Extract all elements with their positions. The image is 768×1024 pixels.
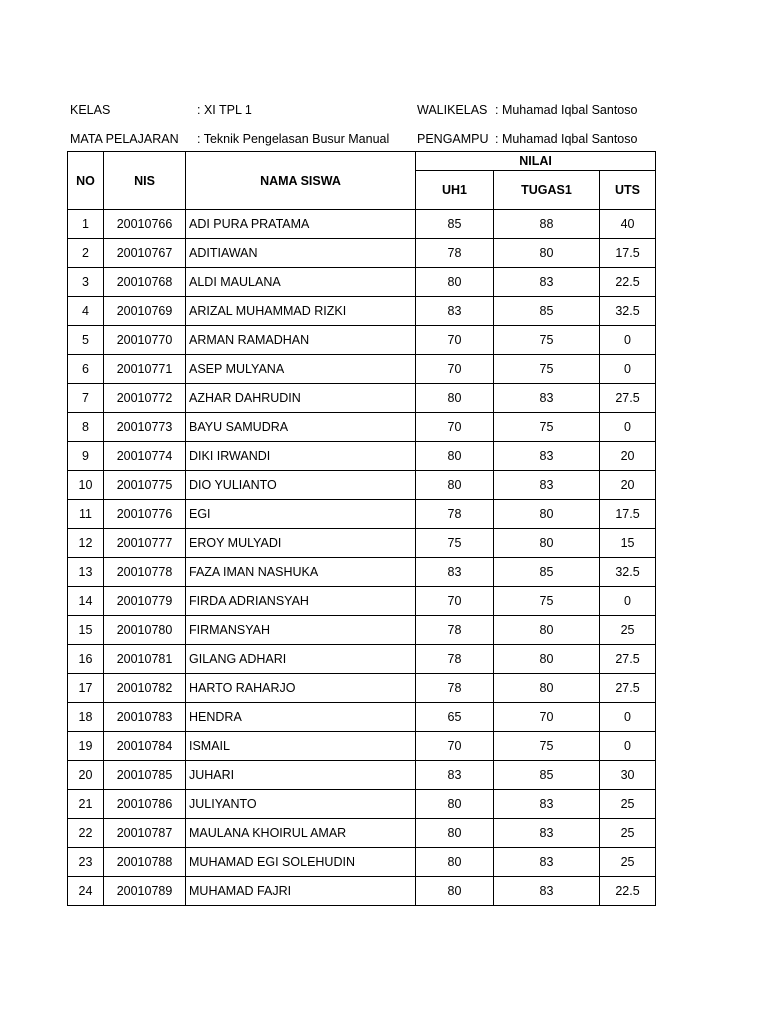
table-row	[68, 761, 656, 790]
walikelas-label: WALIKELAS	[417, 103, 488, 117]
cell-tugas1: 75	[494, 587, 600, 616]
cell-uh1: 80	[416, 848, 494, 877]
table-header	[68, 152, 656, 210]
cell-nis: 20010784	[104, 732, 186, 761]
cell-no: 10	[68, 471, 104, 500]
cell-tugas1: 80	[494, 645, 600, 674]
cell-tugas1: 83	[494, 384, 600, 413]
cell-nama: ADITIAWAN	[186, 239, 416, 268]
cell-uh1: 80	[416, 471, 494, 500]
cell-nama: FAZA IMAN NASHUKA	[186, 558, 416, 587]
cell-tugas1: 83	[494, 877, 600, 906]
cell-uh1: 70	[416, 587, 494, 616]
cell-uts: 25	[600, 819, 656, 848]
table-row	[68, 384, 656, 413]
table-row	[68, 326, 656, 355]
cell-nama: FIRDA ADRIANSYAH	[186, 587, 416, 616]
table-row	[68, 297, 656, 326]
cell-uh1: 85	[416, 210, 494, 239]
table-body	[68, 210, 656, 906]
cell-tugas1: 83	[494, 819, 600, 848]
mapel-value: : Teknik Pengelasan Busur Manual	[197, 132, 390, 146]
cell-uts: 0	[600, 732, 656, 761]
cell-tugas1: 83	[494, 848, 600, 877]
cell-uh1: 65	[416, 703, 494, 732]
cell-tugas1: 83	[494, 442, 600, 471]
cell-tugas1: 83	[494, 268, 600, 297]
cell-tugas1: 75	[494, 326, 600, 355]
cell-tugas1: 80	[494, 674, 600, 703]
cell-tugas1: 80	[494, 239, 600, 268]
cell-no: 3	[68, 268, 104, 297]
cell-nama: ARIZAL MUHAMMAD RIZKI	[186, 297, 416, 326]
cell-nama: DIO YULIANTO	[186, 471, 416, 500]
table-row	[68, 877, 656, 906]
cell-nama: MAULANA KHOIRUL AMAR	[186, 819, 416, 848]
cell-no: 20	[68, 761, 104, 790]
cell-nis: 20010780	[104, 616, 186, 645]
cell-no: 15	[68, 616, 104, 645]
walikelas-value: : Muhamad Iqbal Santoso	[495, 103, 638, 117]
cell-nis: 20010770	[104, 326, 186, 355]
cell-nama: ADI PURA PRATAMA	[186, 210, 416, 239]
cell-uh1: 83	[416, 297, 494, 326]
cell-uh1: 70	[416, 355, 494, 384]
table-row	[68, 239, 656, 268]
table-row	[68, 848, 656, 877]
cell-uh1: 80	[416, 877, 494, 906]
cell-uts: 22.5	[600, 268, 656, 297]
grades-table	[67, 151, 656, 906]
cell-nama: ARMAN RAMADHAN	[186, 326, 416, 355]
cell-uh1: 83	[416, 761, 494, 790]
cell-no: 24	[68, 877, 104, 906]
cell-uts: 27.5	[600, 645, 656, 674]
cell-no: 13	[68, 558, 104, 587]
cell-tugas1: 75	[494, 413, 600, 442]
kelas-value: : XI TPL 1	[197, 103, 252, 117]
cell-nis: 20010787	[104, 819, 186, 848]
cell-uts: 0	[600, 413, 656, 442]
cell-uh1: 83	[416, 558, 494, 587]
cell-nis: 20010783	[104, 703, 186, 732]
cell-tugas1: 80	[494, 529, 600, 558]
col-tugas1-header: TUGAS1	[494, 171, 600, 210]
mapel-label: MATA PELAJARAN	[70, 132, 179, 146]
table-row	[68, 732, 656, 761]
cell-no: 12	[68, 529, 104, 558]
table-row	[68, 210, 656, 239]
cell-nis: 20010785	[104, 761, 186, 790]
cell-uts: 20	[600, 442, 656, 471]
cell-tugas1: 85	[494, 558, 600, 587]
col-uts-header: UTS	[600, 171, 656, 210]
cell-no: 21	[68, 790, 104, 819]
cell-nis: 20010767	[104, 239, 186, 268]
table-row	[68, 355, 656, 384]
cell-uh1: 80	[416, 790, 494, 819]
table-row	[68, 471, 656, 500]
cell-nama: BAYU SAMUDRA	[186, 413, 416, 442]
cell-nis: 20010781	[104, 645, 186, 674]
cell-tugas1: 80	[494, 616, 600, 645]
cell-tugas1: 88	[494, 210, 600, 239]
cell-nis: 20010772	[104, 384, 186, 413]
cell-nis: 20010789	[104, 877, 186, 906]
col-uh1-header: UH1	[416, 171, 494, 210]
col-nis-header: NIS	[104, 152, 186, 210]
table-row	[68, 645, 656, 674]
cell-nis: 20010782	[104, 674, 186, 703]
pengampu-value: : Muhamad Iqbal Santoso	[495, 132, 638, 146]
cell-uh1: 80	[416, 442, 494, 471]
cell-nis: 20010769	[104, 297, 186, 326]
cell-uts: 17.5	[600, 239, 656, 268]
cell-no: 7	[68, 384, 104, 413]
cell-nama: HARTO RAHARJO	[186, 674, 416, 703]
cell-nis: 20010768	[104, 268, 186, 297]
cell-nis: 20010786	[104, 790, 186, 819]
cell-nama: FIRMANSYAH	[186, 616, 416, 645]
cell-no: 19	[68, 732, 104, 761]
cell-nis: 20010766	[104, 210, 186, 239]
cell-nama: ISMAIL	[186, 732, 416, 761]
cell-uts: 25	[600, 848, 656, 877]
table-row	[68, 819, 656, 848]
cell-uh1: 78	[416, 616, 494, 645]
cell-no: 16	[68, 645, 104, 674]
cell-nis: 20010779	[104, 587, 186, 616]
cell-uts: 0	[600, 587, 656, 616]
cell-uts: 0	[600, 703, 656, 732]
cell-uh1: 75	[416, 529, 494, 558]
cell-no: 11	[68, 500, 104, 529]
col-nilai-header: NILAI	[416, 152, 656, 171]
cell-no: 6	[68, 355, 104, 384]
cell-uts: 0	[600, 326, 656, 355]
cell-uh1: 70	[416, 732, 494, 761]
table-row	[68, 790, 656, 819]
cell-nama: MUHAMAD EGI SOLEHUDIN	[186, 848, 416, 877]
table-row	[68, 413, 656, 442]
cell-uts: 32.5	[600, 558, 656, 587]
cell-uts: 30	[600, 761, 656, 790]
cell-tugas1: 80	[494, 500, 600, 529]
cell-uh1: 70	[416, 326, 494, 355]
table-row	[68, 703, 656, 732]
cell-uh1: 78	[416, 645, 494, 674]
cell-uh1: 80	[416, 819, 494, 848]
cell-no: 23	[68, 848, 104, 877]
cell-nama: MUHAMAD FAJRI	[186, 877, 416, 906]
cell-nama: JUHARI	[186, 761, 416, 790]
table-row	[68, 268, 656, 297]
class-info	[0, 0, 768, 150]
cell-nis: 20010778	[104, 558, 186, 587]
cell-tugas1: 75	[494, 355, 600, 384]
cell-uh1: 78	[416, 239, 494, 268]
cell-nis: 20010788	[104, 848, 186, 877]
cell-nama: EROY MULYADI	[186, 529, 416, 558]
cell-uts: 25	[600, 790, 656, 819]
cell-nis: 20010771	[104, 355, 186, 384]
cell-uts: 25	[600, 616, 656, 645]
cell-nama: DIKI IRWANDI	[186, 442, 416, 471]
cell-no: 5	[68, 326, 104, 355]
cell-uh1: 78	[416, 500, 494, 529]
table-row	[68, 558, 656, 587]
cell-uts: 27.5	[600, 384, 656, 413]
cell-nis: 20010773	[104, 413, 186, 442]
kelas-label: KELAS	[70, 103, 111, 117]
cell-nama: GILANG ADHARI	[186, 645, 416, 674]
cell-nama: EGI	[186, 500, 416, 529]
cell-uts: 0	[600, 355, 656, 384]
cell-uts: 32.5	[600, 297, 656, 326]
cell-uh1: 70	[416, 413, 494, 442]
cell-tugas1: 85	[494, 761, 600, 790]
cell-no: 17	[68, 674, 104, 703]
cell-nama: ASEP MULYANA	[186, 355, 416, 384]
cell-nis: 20010774	[104, 442, 186, 471]
cell-tugas1: 75	[494, 732, 600, 761]
cell-uh1: 80	[416, 268, 494, 297]
table-row	[68, 616, 656, 645]
cell-no: 18	[68, 703, 104, 732]
col-nama-header: NAMA SISWA	[186, 152, 416, 210]
cell-uts: 27.5	[600, 674, 656, 703]
cell-nama: AZHAR DAHRUDIN	[186, 384, 416, 413]
cell-nis: 20010777	[104, 529, 186, 558]
cell-tugas1: 70	[494, 703, 600, 732]
col-no-header: NO	[68, 152, 104, 210]
cell-uts: 15	[600, 529, 656, 558]
cell-tugas1: 85	[494, 297, 600, 326]
cell-nama: HENDRA	[186, 703, 416, 732]
cell-no: 2	[68, 239, 104, 268]
cell-nama: ALDI MAULANA	[186, 268, 416, 297]
cell-tugas1: 83	[494, 471, 600, 500]
cell-nis: 20010775	[104, 471, 186, 500]
cell-uts: 22.5	[600, 877, 656, 906]
cell-no: 14	[68, 587, 104, 616]
cell-no: 1	[68, 210, 104, 239]
cell-nis: 20010776	[104, 500, 186, 529]
table-row	[68, 587, 656, 616]
table-row	[68, 442, 656, 471]
table-row	[68, 500, 656, 529]
cell-uh1: 80	[416, 384, 494, 413]
pengampu-label: PENGAMPU	[417, 132, 489, 146]
table-row	[68, 529, 656, 558]
cell-uts: 40	[600, 210, 656, 239]
cell-no: 22	[68, 819, 104, 848]
cell-tugas1: 83	[494, 790, 600, 819]
cell-nama: JULIYANTO	[186, 790, 416, 819]
cell-uh1: 78	[416, 674, 494, 703]
cell-no: 9	[68, 442, 104, 471]
cell-uts: 17.5	[600, 500, 656, 529]
cell-no: 8	[68, 413, 104, 442]
cell-no: 4	[68, 297, 104, 326]
table-row	[68, 674, 656, 703]
cell-uts: 20	[600, 471, 656, 500]
